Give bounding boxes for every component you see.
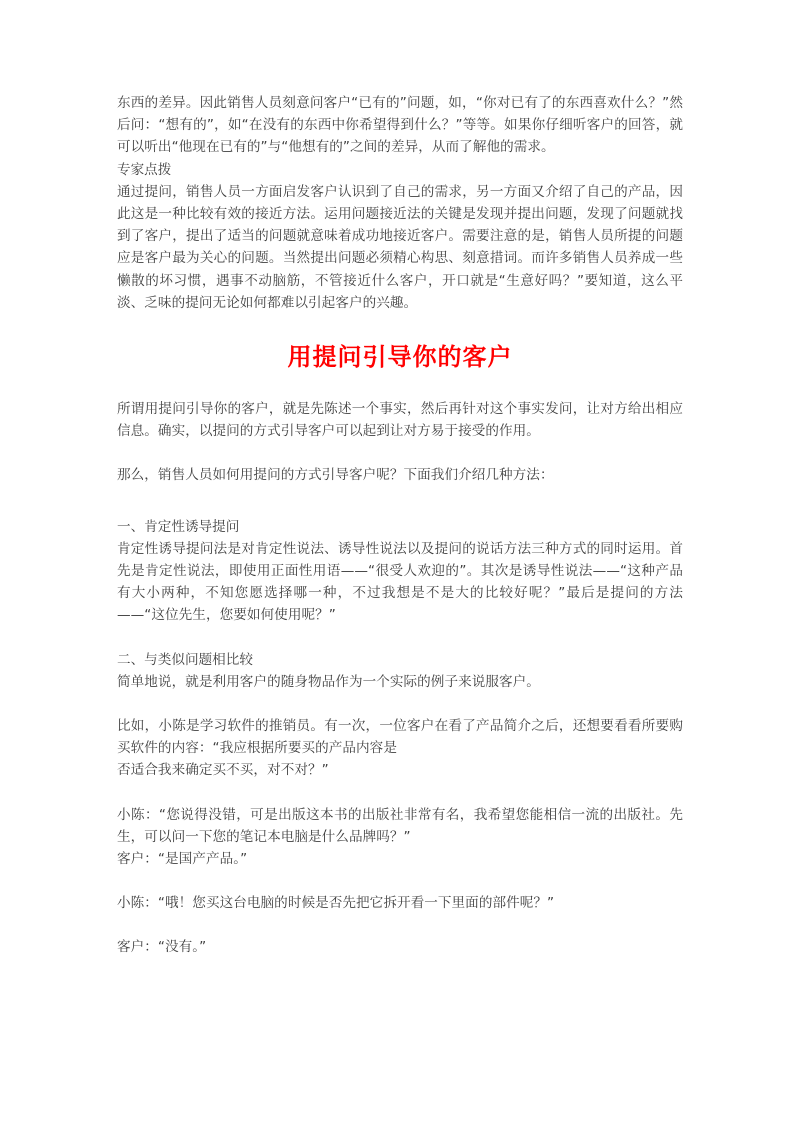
spacer-1 xyxy=(117,442,683,464)
heading-expert-tips: 专家点拨 xyxy=(117,161,172,178)
spacer-above-title xyxy=(117,314,683,340)
paragraph-lead-in: 那么，销售人员如何用提问的方式引导客户呢？下面我们介绍几种方法： xyxy=(117,467,554,484)
heading-method-two: 二、与类似问题相比较 xyxy=(117,651,253,668)
paragraph-method-one-body: 肯定性诱导提问法是对肯定性说法、诱导性说法以及提问的说话方法三种方式的同时运用。首先是肯定性说法，即使用正面性用语——“很受人欢迎的”。其次是诱导性说法——“这种产品有大小两种，不知您愿选择哪一种，不过我想是不是大的比较好呢？”最后是提问的方法——“这位先生，您要如何使用呢？” xyxy=(117,540,683,624)
dialog-customer-1: 客户：“是国产产品。” xyxy=(117,851,248,868)
spacer-2 xyxy=(117,487,683,516)
paragraph-intro: 东西的差异。因此销售人员刻意问客户“已有的”问题，如，“你对已有了的东西喜欢什么？”然后问：“想有的”，如“在没有的东西中你希望得到什么？”等等。如果你仔细听客户的回答，就可以听出“他现在已有的”与“他想有的”之间的差异，从而了解他的需求。 xyxy=(117,95,683,156)
page-title: 用提问引导你的客户 xyxy=(287,343,513,372)
paragraph-definition: 所谓用提问引导你的客户，就是先陈述一个事实，然后再针对这个事实发问，让对方给出相应信息。确实，以提问的方式引导客户可以起到让对方易于接受的作用。 xyxy=(117,401,683,440)
dialog-customer-2: 客户：“没有。” xyxy=(117,939,207,956)
paragraph-example-line-1: 比如，小陈是学习软件的推销员。有一次，一位客户在看了产品简介之后，还想要看看所要购买软件的内容：“我应根据所要买的产品内容是 xyxy=(117,718,683,757)
dialog-xiaochen-2: 小陈：“哦！您买这台电脑的时候是否先把它拆开看一下里面的部件呢？” xyxy=(117,895,555,912)
spacer-6 xyxy=(117,870,683,892)
spacer-5 xyxy=(117,782,683,804)
spacer-3 xyxy=(117,627,683,649)
paragraph-example-line-2: 否适合我来确定买不买，对不对？” xyxy=(117,762,329,779)
spacer-below-title xyxy=(117,374,683,398)
paragraph-expert-tips: 通过提问，销售人员一方面启发客户认识到了自己的需求，另一方面又介绍了自己的产品，因此这是一种比较有效的接近方法。运用问题接近法的关键是发现并提出问题，发现了问题就找到了客户，提出了适当的问题就意味着成功地接近客户。需要注意的是，销售人员所提的问题应是客户最为关心的问题。当然提出问题必须精心构思、刻意措词。而许多销售人员养成一些懒散的坏习惯，遇事不动脑筋，不管接近什么客户，开口就是“生意好吗？”要知道，这么平淡、乏味的提问无论如何都难以引起客户的兴趣。 xyxy=(117,183,683,311)
paragraph-method-two-body: 简单地说，就是利用客户的随身物品作为一个实际的例子来说服客户。 xyxy=(117,673,540,690)
dialog-xiaochen-1: 小陈：“您说得没错，可是出版这本书的出版社非常有名，我希望您能相信一流的出版社。先生，可以问一下您的笔记本电脑是什么品牌吗？” xyxy=(117,806,683,845)
spacer-7 xyxy=(117,914,683,936)
heading-method-one: 一、肯定性诱导提问 xyxy=(117,518,240,535)
document-content xyxy=(117,92,683,959)
spacer-4 xyxy=(117,693,683,715)
